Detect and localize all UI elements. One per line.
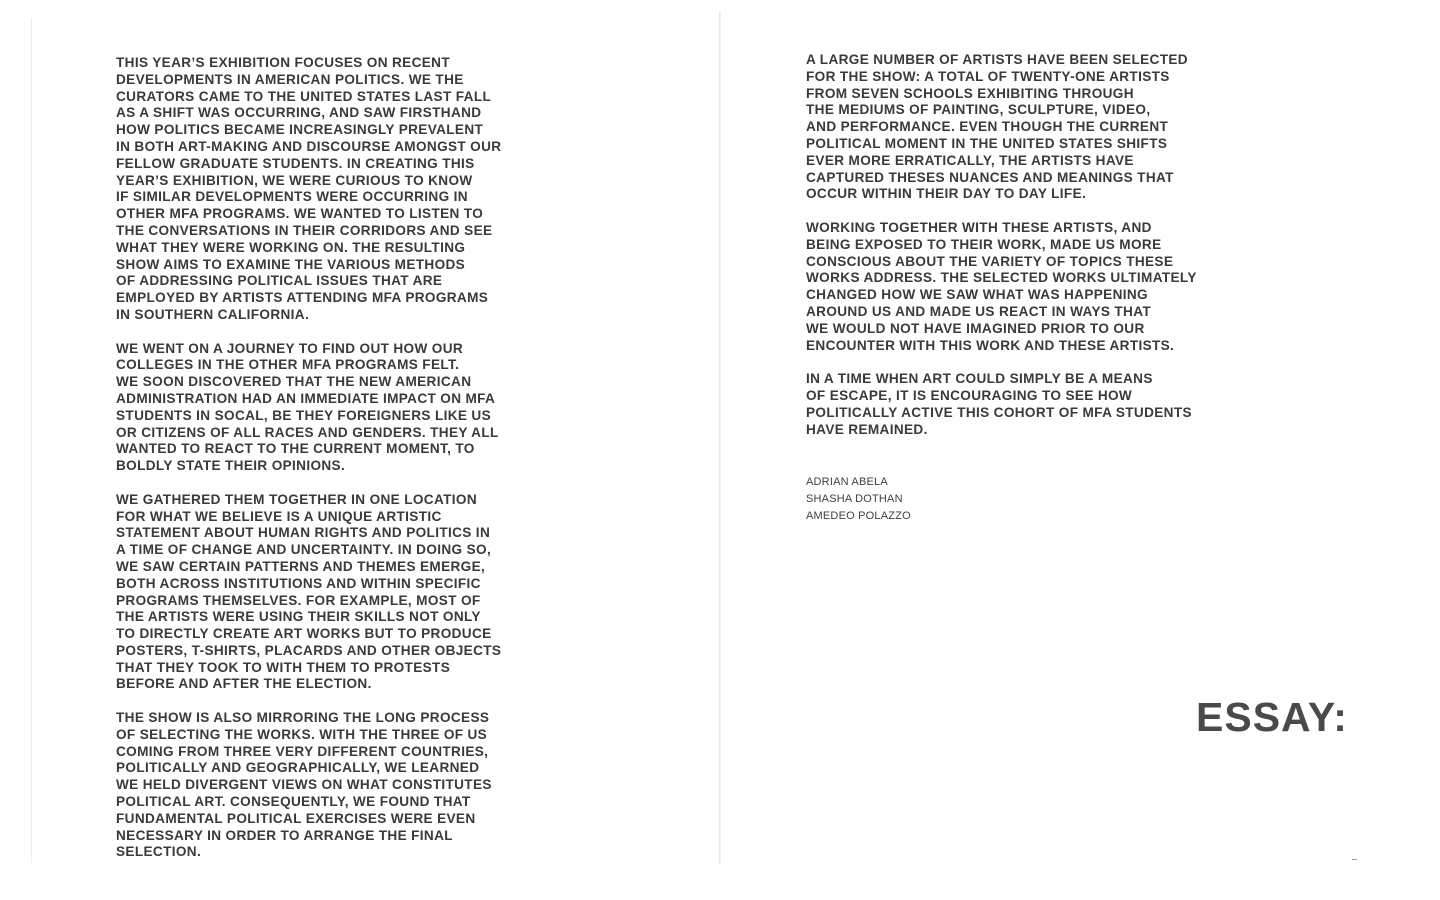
essay-heading: ESSAY: — [1196, 694, 1348, 740]
paragraph: THE SHOW IS ALSO MIRRORING THE LONG PROCESS OF SELECTING THE WORKS. WITH THE THREE OF US COMING FROM THREE VERY DIFFERENT COUNTRIES, POLITICALLY AND GEOGRAPHICALLY, WE LEARNED WE HELD DIVERGENT VIEWS ON WHAT CONSTITUTES POLITICAL ART. CONSEQUENTLY, WE FOUND THAT FUNDAMENTAL POLITICAL EXERCISES WERE EVEN NECESSARY IN ORDER TO ARRANGE THE FINAL SELECTION. — [116, 710, 492, 860]
paragraph: WE GATHERED THEM TOGETHER IN ONE LOCATION FOR WHAT WE BELIEVE IS A UNIQUE ARTISTIC STATEMENT ABOUT HUMAN RIGHTS AND POLITICS IN A TIME OF CHANGE AND UNCERTAINTY. IN DOING SO, WE SAW CERTAIN PATTERNS AND THEMES EMERGE, BOTH ACROSS INSTITUTIONS AND WITHIN SPECIFIC PROGRAMS THEMSELVES. FOR EXAMPLE, MOST OF THE ARTISTS WERE USING THEIR SKILLS NOT ONLY TO DIRECTLY CREATE ART WORKS BUT TO PRODUCE POSTERS, T-SHIRTS, PLACARDS AND OTHER OBJECTS THAT THEY TOOK TO WITH THEM TO PROTESTS BEFORE AND AFTER THE ELECTION. — [116, 491, 502, 692]
author-name: AMEDEO POLAZZO — [806, 510, 911, 522]
scan-speck — [1352, 859, 1357, 860]
paragraph: WORKING TOGETHER WITH THESE ARTISTS, AND BEING EXPOSED TO THEIR WORK, MADE US MORE CONSCIOUS ABOUT THE VARIETY OF TOPICS THESE WORKS ADDRESS. THE SELECTED WORKS ULTIMATELY CHANGED HOW WE SAW WHAT WAS HAPPENING AROUND US AND MADE US REACT IN WAYS THAT WE WOULD NOT HAVE IMAGINED PRIOR TO OUR ENCOUNTER WITH THIS WORK AND THESE ARTISTS. — [806, 219, 1197, 353]
paragraph: THIS YEAR’S EXHIBITION FOCUSES ON RECENT DEVELOPMENTS IN AMERICAN POLITICS. WE THE CURATORS CAME TO THE UNITED STATES LAST FALL AS A SHIFT WAS OCCURRING, AND SAW FIRSTHAND HOW POLITICS BECAME INCREASINGLY PREVALENT IN BOTH ART-MAKING AND DISCOURSE AMONGST OUR FELLOW GRADUATE STUDENTS. IN CREATING THIS YEAR’S EXHIBITION, WE WERE CURIOUS TO KNOW IF SIMILAR DEVELOPMENTS WERE OCCURRING IN OTHER MFA PROGRAMS. WE WANTED TO LISTEN TO THE CONVERSATIONS IN THEIR CORRIDORS AND SEE WHAT THEY WERE WORKING ON. THE RESULTING SHOW AIMS TO EXAMINE THE VARIOUS METHODS OF ADDRESSING POLITICAL ISSUES THAT ARE EMPLOYED BY ARTISTS ATTENDING MFA PROGRAMS IN SOUTHERN CALIFORNIA. — [116, 55, 502, 322]
paragraph: A LARGE NUMBER OF ARTISTS HAVE BEEN SELECTED FOR THE SHOW: A TOTAL OF TWENTY-ONE ARTISTS FROM SEVEN SCHOOLS EXHIBITING THROUGH THE MEDIUMS OF PAINTING, SCULPTURE, VIDEO, AND PERFORMANCE. EVEN THOUGH THE CURRENT POLITICAL MOMENT IN THE UNITED STATES SHIFTS EVER MORE ERRATICALLY, THE ARTISTS HAVE CAPTURED THESES NUANCES AND MEANINGS THAT OCCUR WITHIN THEIR DAY TO DAY LIFE. — [806, 52, 1188, 202]
author-name: SHASHA DOTHAN — [806, 493, 903, 505]
left-page-text — [116, 55, 556, 878]
right-page-text — [806, 52, 1246, 455]
paragraph: WE WENT ON A JOURNEY TO FIND OUT HOW OUR COLLEGES IN THE OTHER MFA PROGRAMS FELT. WE SOON DISCOVERED THAT THE NEW AMERICAN ADMINISTRATION HAD AN IMMEDIATE IMPACT ON MFA STUDENTS IN SOCAL, BE THEY FOREIGNERS LIKE US OR CITIZENS OF ALL RACES AND GENDERS. THEY ALL WANTED TO REACT TO THE CURRENT MOMENT, TO BOLDLY STATE THEIR OPINIONS. — [116, 340, 499, 474]
author-list — [806, 474, 911, 525]
author-name: ADRIAN ABELA — [806, 476, 888, 488]
book-gutter — [719, 12, 721, 864]
page-edge — [31, 18, 32, 863]
paragraph: IN A TIME WHEN ART COULD SIMPLY BE A MEANS OF ESCAPE, IT IS ENCOURAGING TO SEE HOW POLITICALLY ACTIVE THIS COHORT OF MFA STUDENTS HAVE REMAINED. — [806, 371, 1192, 437]
